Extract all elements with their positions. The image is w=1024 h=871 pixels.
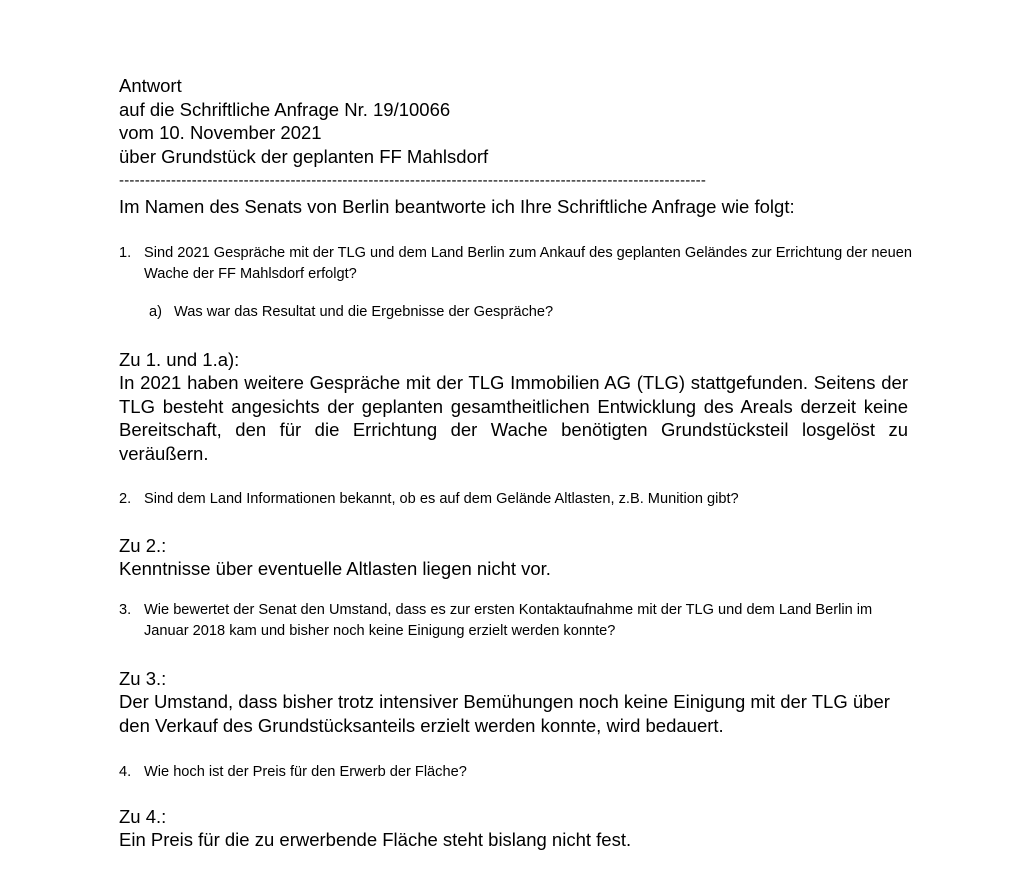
answer-3-text: Der Umstand, dass bisher trotz intensiver Bemühungen noch keine Einigung mit der TLG über den Verkauf des Grundstücksanteils erzielt werden konnte, wird bedauert. (119, 691, 890, 736)
answer-2-text: Kenntnisse über eventuelle Altlasten liegen nicht vor. (119, 558, 551, 579)
question-2 (119, 489, 919, 510)
question-1 (119, 243, 919, 285)
question-1a (149, 302, 849, 323)
answer-1-heading: Zu 1. und 1.a): (119, 349, 240, 370)
question-text: Sind dem Land Informationen bekannt, ob es auf dem Gelände Altlasten, z.B. Munition gibt? (144, 491, 739, 507)
question-number: 2. (119, 491, 132, 507)
answer-3-heading: Zu 3.: (119, 668, 167, 689)
header-date: vom 10. November 2021 (119, 122, 322, 143)
question-text: Sind 2021 Gespräche mit der TLG und dem Land Berlin zum Ankauf des geplanten Geländes zur Errichtung der neuen Wache der FF Mahlsdorf erfolgt? (144, 245, 912, 282)
document-header (119, 74, 919, 168)
header-title: Antwort (119, 75, 182, 96)
header-subject: über Grundstück der geplanten FF Mahlsdorf (119, 145, 489, 167)
subquestion-text: Was war das Resultat und die Ergebnisse der Gespräche? (174, 304, 554, 320)
question-number: 4. (119, 764, 132, 780)
separator-line: ----------------------------------------------------------------------------------------------------------------- (119, 172, 707, 189)
answer-4-text: Ein Preis für die zu erwerbende Fläche steht bislang nicht fest. (119, 829, 632, 850)
answer-1-text: In 2021 haben weitere Gespräche mit der TLG Immobilien AG (TLG) stattgefunden. Seitens der TLG besteht angesichts der geplanten gesamtheitlichen Entwicklung des Areals derzeit keine Bereitschaft, den für die Errichtung der Wache benötigten Grundstücksteil losgelöst zu veräußern. (119, 372, 908, 465)
question-3 (119, 600, 919, 642)
question-number: 3. (119, 602, 132, 618)
question-text: Wie bewertet der Senat den Umstand, dass es zur ersten Kontaktaufnahme mit der TLG und dem Land Berlin im Januar 2018 kam und bisher noch keine Einigung erzielt werden konnte? (144, 602, 873, 639)
subquestion-number: a) (149, 304, 162, 320)
question-text: Wie hoch ist der Preis für den Erwerb der Fläche? (144, 764, 467, 780)
question-number: 1. (119, 245, 132, 261)
answer-4-heading: Zu 4.: (119, 806, 167, 827)
question-4 (119, 762, 919, 783)
header-inquiry-number: auf die Schriftliche Anfrage Nr. 19/10066 (119, 98, 451, 120)
intro-text: Im Namen des Senats von Berlin beantworte ich Ihre Schriftliche Anfrage wie folgt: (119, 196, 795, 217)
answer-2-heading: Zu 2.: (119, 535, 167, 556)
